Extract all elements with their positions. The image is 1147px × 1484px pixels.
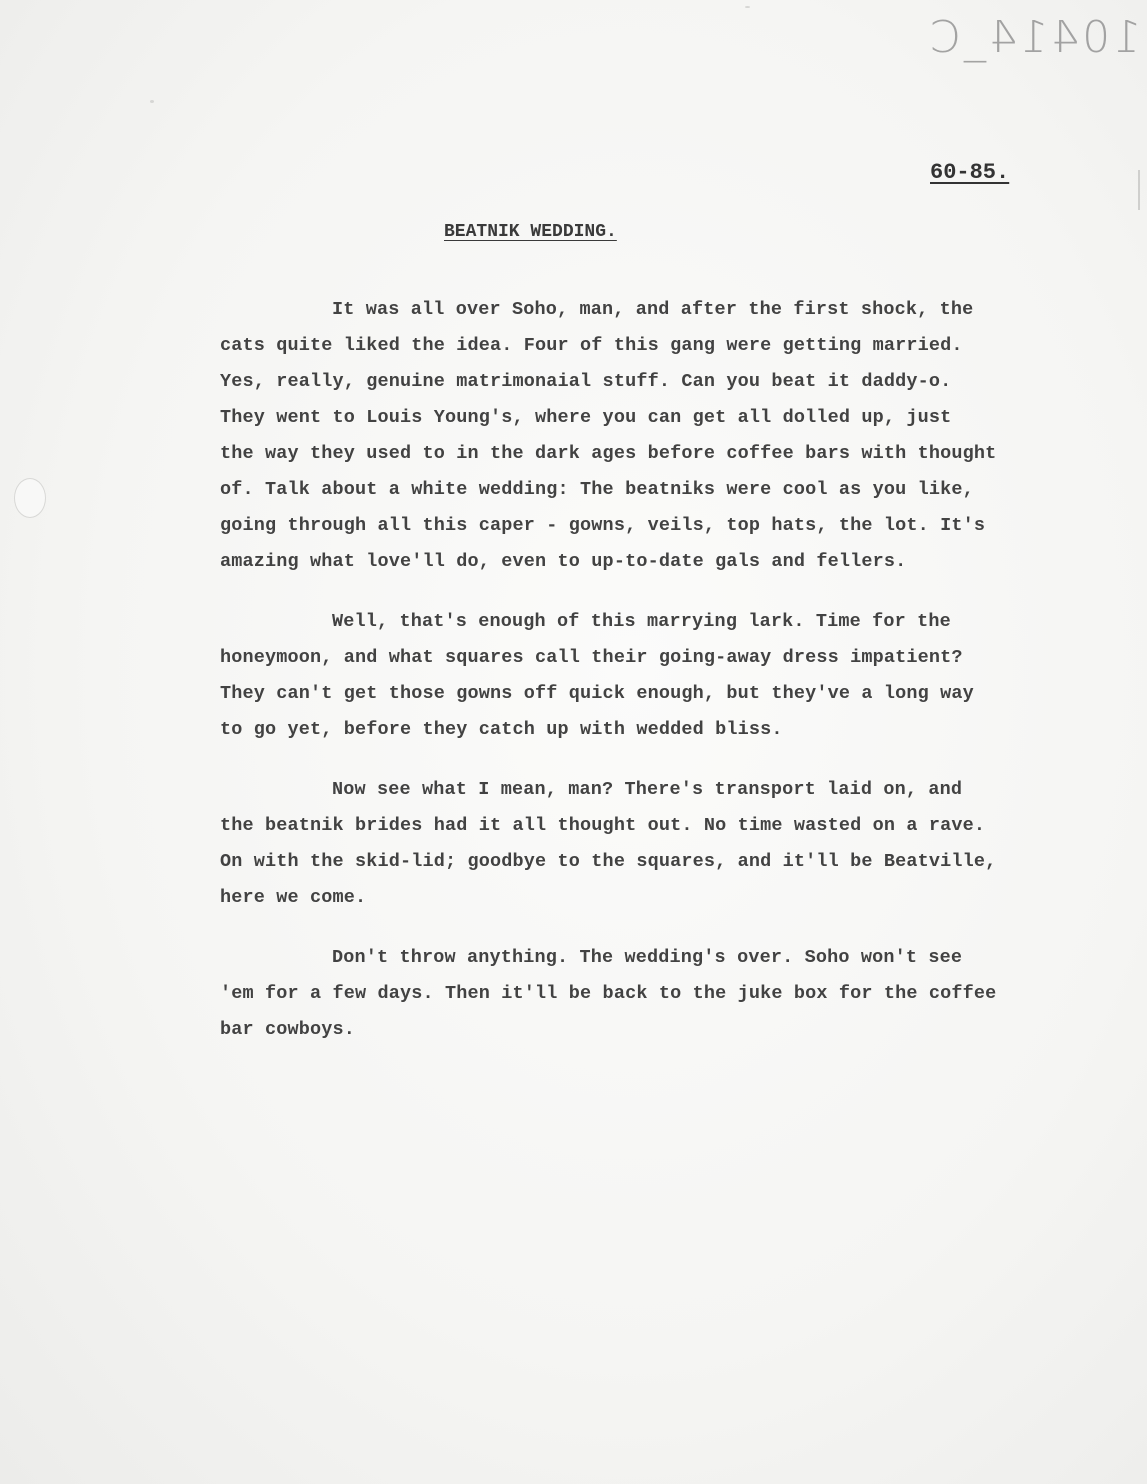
text-line: of. Talk about a white wedding: The beatniks were cool as you like, xyxy=(220,479,974,500)
paragraph-2 xyxy=(220,604,1100,748)
edge-mark xyxy=(1138,170,1140,210)
paragraph-4 xyxy=(220,940,1100,1048)
page-number xyxy=(930,160,1009,185)
handwritten-reference-number: 10414_C xyxy=(927,12,1141,63)
document-title: BEATNIK WEDDING. xyxy=(444,222,617,242)
text-line: the way they used to in the dark ages before coffee bars with thought xyxy=(220,443,997,464)
paragraph-3 xyxy=(220,772,1100,916)
punch-hole xyxy=(14,478,46,518)
text-line: They went to Louis Young's, where you can get all dolled up, just xyxy=(220,407,952,428)
text-line: Well, that's enough of this marrying lark. Time for the xyxy=(332,611,951,632)
scan-speck xyxy=(150,100,154,103)
text-line: amazing what love'll do, even to up-to-date gals and fellers. xyxy=(220,551,907,572)
text-line: Yes, really, genuine matrimonaial stuff. Can you beat it daddy-o. xyxy=(220,371,952,392)
body-text xyxy=(220,292,1100,1072)
text-line: cats quite liked the idea. Four of this gang were getting married. xyxy=(220,335,963,356)
text-line: here we come. xyxy=(220,887,367,908)
scan-speck xyxy=(745,6,750,8)
text-line: They can't get those gowns off quick enough, but they've a long way xyxy=(220,683,974,704)
text-line: going through all this caper - gowns, veils, top hats, the lot. It's xyxy=(220,515,986,536)
text-line: 'em for a few days. Then it'll be back to the juke box for the coffee xyxy=(220,983,997,1004)
text-line: On with the skid-lid; goodbye to the squares, and it'll be Beatville, xyxy=(220,851,997,872)
page-number-text: 60-85. xyxy=(930,160,1010,185)
text-line: Don't throw anything. The wedding's over. Soho won't see xyxy=(332,947,963,968)
text-line: Now see what I mean, man? There's transport laid on, and xyxy=(332,779,963,800)
paragraph-1 xyxy=(220,292,1100,580)
text-line: the beatnik brides had it all thought out. No time wasted on a rave. xyxy=(220,815,986,836)
text-line: bar cowboys. xyxy=(220,1019,356,1040)
text-line: honeymoon, and what squares call their going-away dress impatient? xyxy=(220,647,963,668)
text-line: to go yet, before they catch up with wedded bliss. xyxy=(220,719,783,740)
text-line: It was all over Soho, man, and after the first shock, the xyxy=(332,299,974,320)
